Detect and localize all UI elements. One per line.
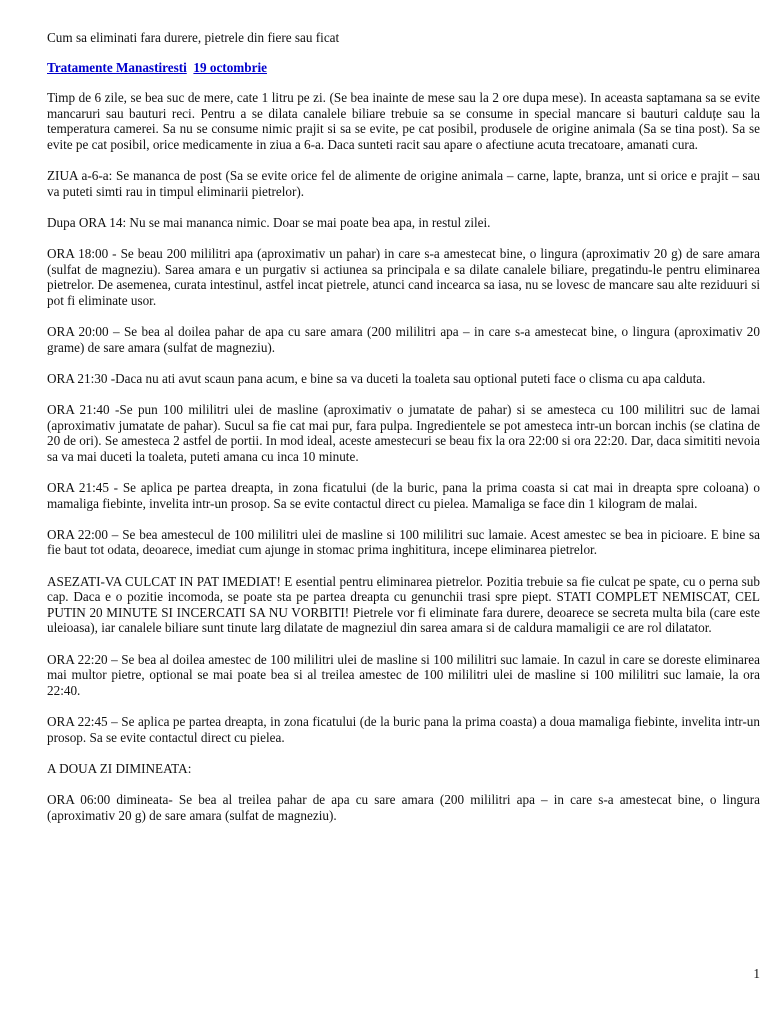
paragraph: A DOUA ZI DIMINEATA: [47,760,192,776]
paragraph: ORA 22:20 – Se bea al doilea amestec de 100 mililitri ulei de masline si 100 mililitri suc lamaie. In cazul in care se doreste eliminarea mai multor pietre, optional se mai poate bea si al treilea amestec de 100 mililitri ulei de masline si 100 mililitri suc lamaie, la ora 22:40. [47,651,760,698]
paragraph: ASEZATI-VA CULCAT IN PAT IMEDIAT! E esential pentru eliminarea pietrelor. Pozitia trebuie sa fie culcat pe spate, cu o perna sub cap. Daca e o pozitie incomoda, se poate sta pe partea dreapta cu genunchii trasi spre piept. STATI COMPLET NEMISCAT, CEL PUTIN 20 MINUTE SI INCERCATI SA NU VORBITI! Pietrele vor fi eliminate fara durere, deoarece se secreta multa bila (care este uleioasa), iar canalele biliare sunt tinute larg dilatate de magneziul din sarea amara si de caldura mamaligii ce are rol dilatator. [47,573,760,636]
date-link[interactable]: 19 octombrie [193,59,267,75]
page-number: 1 [753,966,760,981]
paragraph: ORA 21:45 - Se aplica pe partea dreapta, in zona ficatului (de la buric, pana la prima coasta si cat mai in dreapta spre coloana) o mamaliga fiebinte, invelita intr-un prosop. Sa se evite contactul direct cu pielea. Mamaliga se face din 1 kilogram de malai. [47,480,760,511]
paragraph: ORA 20:00 – Se bea al doilea pahar de apa cu sare amara (200 mililitri apa – in care s-a amestecat bine, o lingura (aproximativ 20 grame) de sare amara (sulfat de magneziu). [47,324,760,355]
paragraph: Dupa ORA 14: Nu se mai mananca nimic. Doar se mai poate bea apa, in restul zilei. [47,214,491,230]
paragraph: ZIUA a-6-a: Se mananca de post (Sa se evite orice fel de alimente de origine animala – carne, lapte, branza, unt si orice e prajit – sau va puteti simti rau in timpul eliminarii pietrelor). [47,168,760,199]
paragraph: ORA 06:00 dimineata- Se bea al treilea pahar de apa cu sare amara (200 mililitri apa – in care s-a amestecat bine, o lingura (aproximativ 20 g) de sare amara (sulfat de magneziu). [47,791,760,823]
header-links [47,60,760,76]
paragraph: ORA 22:45 – Se aplica pe partea dreapta, in zona ficatului (de la buric pana la prima coasta) a doua mamaliga fiebinte, invelita intr-un prosop. Sa se evite contactul direct cu pielea. [47,713,760,745]
paragraph: ORA 18:00 - Se beau 200 mililitri apa (aproximativ un pahar) in care s-a amestecat bine, o lingura (aproximativ 20 g) de sare amara (sulfat de magneziu). Sarea amara e un purgativ si actiunea sa principala e sa dilate canalele biliare, pregatindu-le pentru eliminarea pietrelor. De asemenea, curata intestinul, astfel incat pietrele, atunci cand incearca sa iasa, nu se lovesc de mancare sau alte reziduuri si pot fi eliminate usor. [47,246,760,308]
paragraph: ORA 21:30 -Daca nu ati avut scaun pana acum, e bine sa va duceti la toaleta sau optional puteti face o clisma cu apa calduta. [47,370,706,386]
paragraph: ORA 22:00 – Se bea amestecul de 100 mililitri ulei de masline si 100 mililitri suc lamaie. Acest amestec se bea in picioare. E bine sa fie baut tot odata, deoarece, imediat cum ajunge in stomac prima inghititura, incepe eliminarea pietrelor. [47,526,760,558]
paragraph: ORA 21:40 -Se pun 100 mililitri ulei de masline (aproximativ o jumatate de pahar) si se amesteca cu 100 mililitri suc de lamai (aproximativ jumatate de pahar). Sucul sa fie cat mai pur, fara pulpa. Ingredientele se pot amesteca intr-un borcan inchis (se clatina de 20 de ori). Se amesteca 2 astfel de portii. In mod ideal, aceste amestecuri se beau fix la ora 22:00 si ora 22:20. Dar, daca simititi nevoia sa va mai duceti la toaleta, puteti amana cu inca 10 minute. [47,402,760,464]
paragraph: Timp de 6 zile, se bea suc de mere, cate 1 litru pe zi. (Se bea inainte de mese sau la 2 ore dupa mese). In aceasta saptamana sa se evite mancaruri sau bauturi reci. Pentru a se dilata canalele biliare trebuie sa se consume in special mancare si bauturi calduțe sau la temperatura camerei. Sa nu se consume nimic prajit si sa se evite, pe cat posibil, produsele de origine animala (Sa se tina post). Sa se evite pe cat posibil, orice medicamente in ziua a 6-a. Daca sunteti racit sau apare o afectiune acuta trecatoare, amanati cura. [47,90,760,152]
document-page [47,30,760,839]
document-title: Cum sa eliminati fara durere, pietrele din fiere sau ficat [47,30,340,45]
tratamente-link[interactable]: Tratamente Manastiresti [47,59,187,75]
